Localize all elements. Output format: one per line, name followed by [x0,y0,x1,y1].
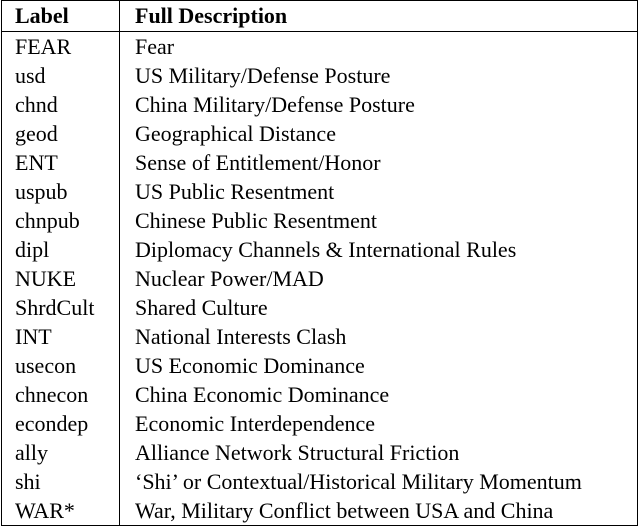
table-row [2,438,638,467]
table-row [2,177,638,206]
table-row [2,206,638,235]
row-description: Nuclear Power/MAD [135,266,324,291]
row-description: ‘Shi’ or Contextual/Historical Military Momentum [135,469,582,494]
row-description: Sense of Entitlement/Honor [135,150,381,175]
table-header-row [2,1,638,32]
row-label: ENT [2,148,120,177]
row-description: Economic Interdependence [135,411,376,436]
row-label: FEAR [2,32,120,62]
row-label: INT [2,322,120,351]
row-label: WAR* [2,496,120,526]
row-label: chnpub [2,206,120,235]
table-row [2,61,638,90]
table-row [2,32,638,62]
row-label: NUKE [2,264,120,293]
table-row [2,293,638,322]
row-description: US Military/Defense Posture [135,63,391,88]
row-description: Diplomacy Channels & International Rules [135,237,517,262]
table-row [2,119,638,148]
table-row [2,467,638,496]
row-label: chnd [2,90,120,119]
label-description-table [1,0,638,526]
row-label: ally [2,438,120,467]
row-description: Shared Culture [135,295,268,320]
row-description: Alliance Network Structural Friction [135,440,460,465]
table-row [2,322,638,351]
column-header-label: Label [2,1,120,32]
row-label: chnecon [2,380,120,409]
column-header-description: Full Description [120,1,638,32]
row-label: usecon [2,351,120,380]
row-label: shi [2,467,120,496]
row-label: uspub [2,177,120,206]
row-label: geod [2,119,120,148]
table-row [2,351,638,380]
row-description: Geographical Distance [135,121,336,146]
table-row [2,264,638,293]
row-description: Fear [135,34,175,59]
table-row [2,90,638,119]
table-row [2,148,638,177]
row-label: ShrdCult [2,293,120,322]
row-label: dipl [2,235,120,264]
row-description: War, Military Conflict between USA and China [135,498,554,523]
table-row [2,409,638,438]
row-description: National Interests Clash [135,324,347,349]
row-description: Chinese Public Resentment [135,208,377,233]
row-description: US Public Resentment [135,179,335,204]
table-row [2,496,638,526]
row-description: China Military/Defense Posture [135,92,415,117]
table-row [2,235,638,264]
row-label: usd [2,61,120,90]
row-label: econdep [2,409,120,438]
row-description: US Economic Dominance [135,353,365,378]
row-description: China Economic Dominance [135,382,390,407]
table-row [2,380,638,409]
